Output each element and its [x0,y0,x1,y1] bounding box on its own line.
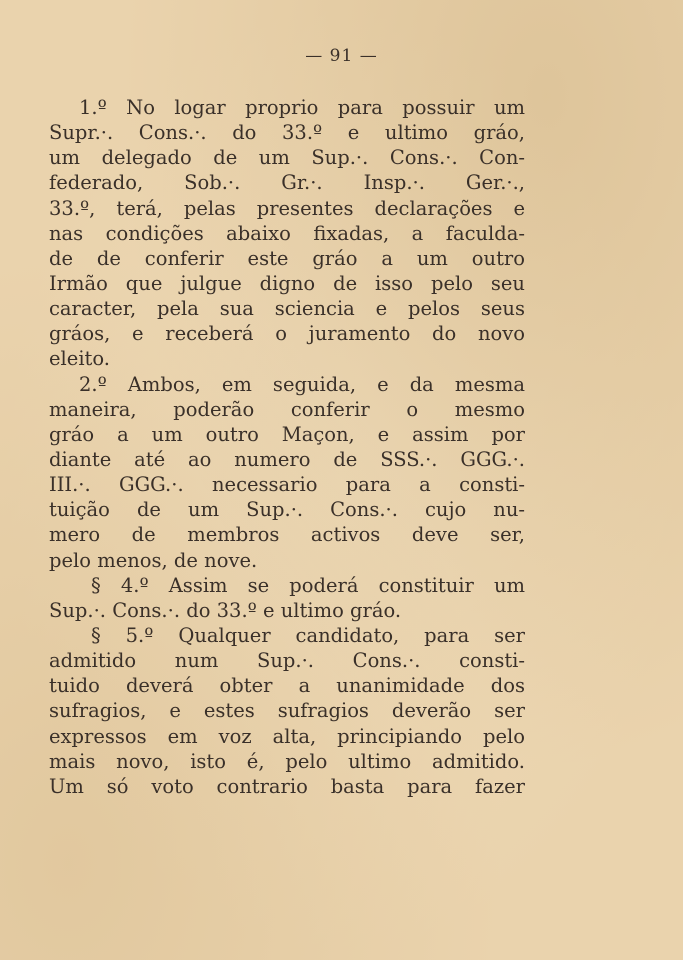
text-line: de de conferir este gráo a um outro [49,246,525,270]
text-line: 33.º, terá, pelas presentes declarações e [49,196,525,220]
text-line: tuido deverá obter a unanimidade dos [49,674,525,698]
text-line: Supr.·. Cons.·. do 33.º e ultimo gráo, [49,121,525,145]
text-line: diante até ao numero de SSS.·. GGG.·. [49,447,525,471]
text-line: um delegado de um Sup.·. Cons.·. Con- [49,146,525,170]
text-line: Irmão que julgue digno de isso pelo seu [49,271,525,295]
page-number: — 91 — [305,46,378,66]
text-line: eleito. [49,347,110,371]
text-line: III.·. GGG.·. necessario para a consti- [49,473,525,497]
text-line: gráo a um outro Maçon, e assim por [49,422,525,446]
text-line: sufragios, e estes sufragios deverão ser [49,699,525,723]
text-line: mais novo, isto é, pelo ultimo admitido. [49,749,525,773]
text-line: maneira, poderão conferir o mesmo [49,397,525,421]
text-block [49,95,525,799]
text-line: tuição de um Sup.·. Cons.·. cujo nu- [49,498,525,522]
text-line: mero de membros activos deve ser, [49,523,525,547]
text-line: § 5.º Qualquer candidato, para ser [91,623,525,647]
text-line: nas condições abaixo fixadas, a faculda- [49,221,525,245]
text-line: gráos, e receberá o juramento do novo [49,322,525,346]
text-line: 1.º No logar proprio para possuir um [79,96,525,119]
text-line: Um só voto contrario basta para fazer [49,774,525,798]
text-line: pelo menos, de nove. [49,548,258,572]
text-line: § 4.º Assim se poderá constituir um [91,573,525,597]
text-line: admitido num Sup.·. Cons.·. consti- [49,649,525,673]
text-line: expressos em voz alta, principiando pelo [49,724,525,748]
text-line: Sup.·. Cons.·. do 33.º e ultimo gráo. [49,598,402,622]
text-line: caracter, pela sua sciencia e pelos seus [49,297,525,321]
text-line: federado, Sob.·. Gr.·. Insp.·. Ger.·., [49,171,525,195]
text-line: 2.º Ambos, em seguida, e da mesma [79,372,525,396]
